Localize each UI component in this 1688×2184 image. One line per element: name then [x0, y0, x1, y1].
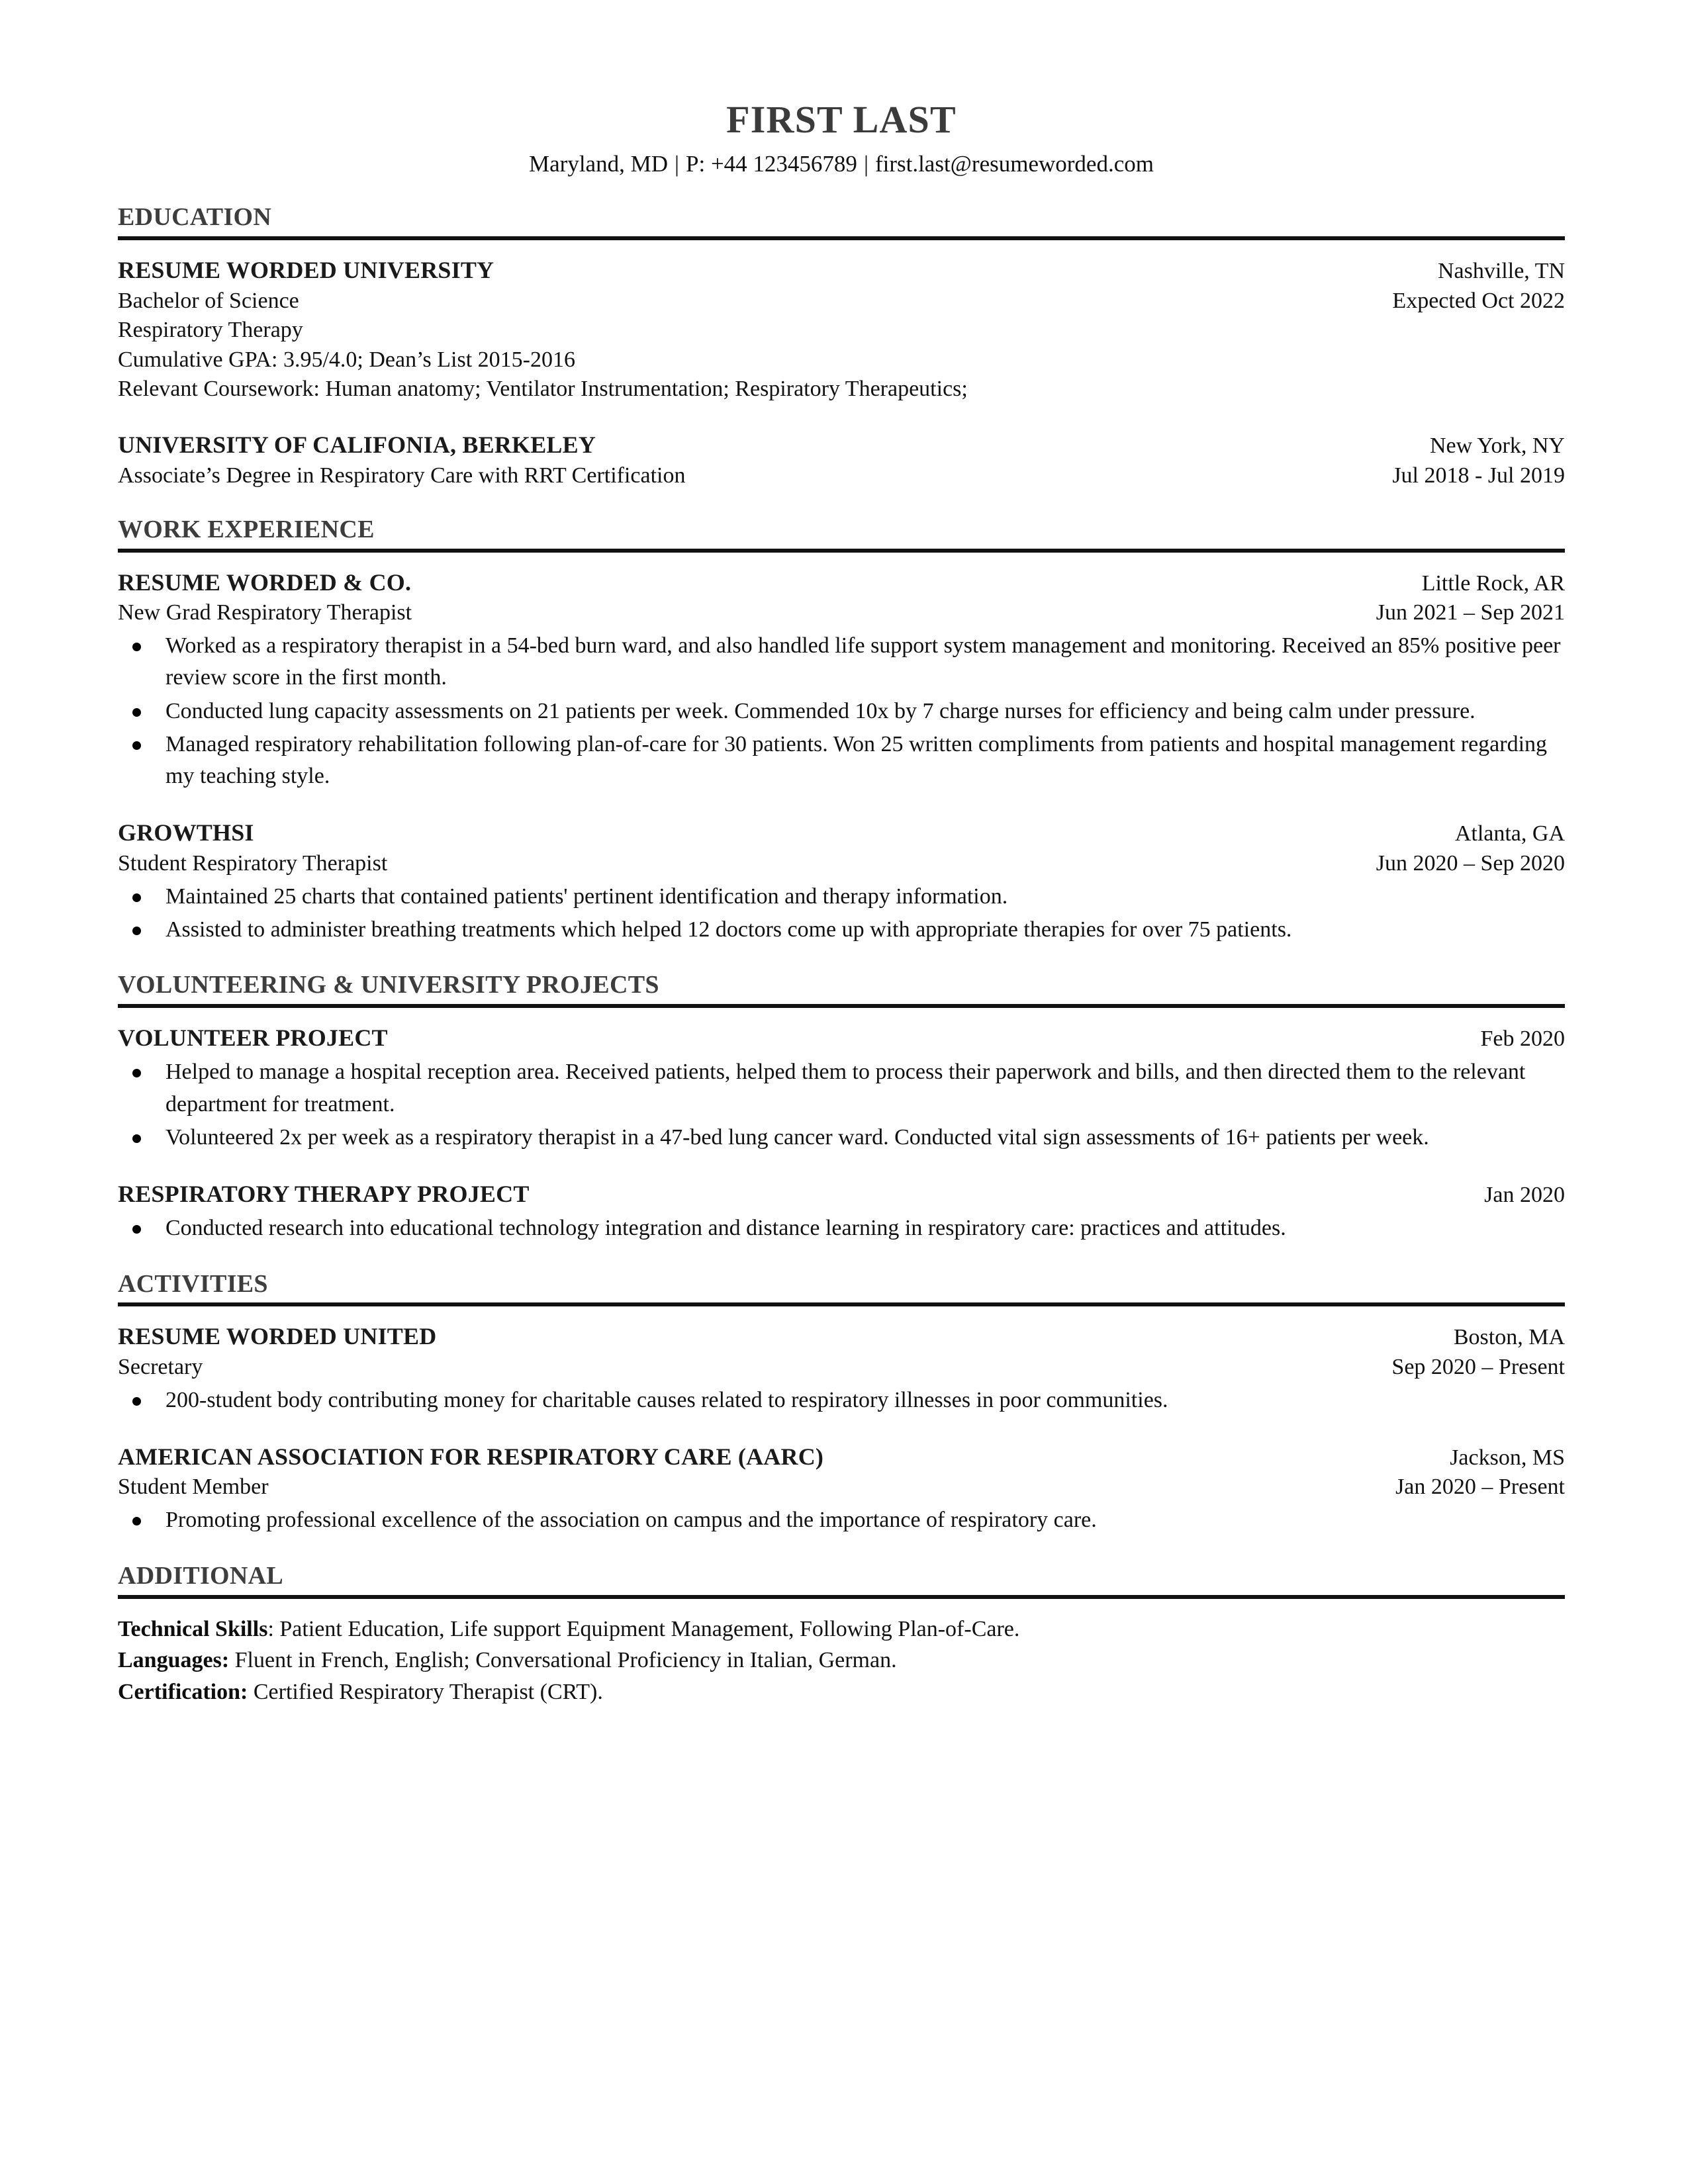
entry-header-row	[118, 430, 1565, 461]
additional-label: Certification:	[118, 1679, 248, 1704]
entry-organization: UNIVERSITY OF CALIFONIA, BERKELEY	[118, 432, 596, 459]
entry-header-row	[118, 1179, 1565, 1210]
additional-value: Patient Education, Life support Equipment Management, Following Plan-of-Care.	[273, 1616, 1020, 1641]
entry-subheader-row	[118, 1353, 1565, 1382]
additional-line-languages	[118, 1645, 1565, 1676]
contact-separator-1: |	[674, 151, 679, 177]
entry-bullet-list	[118, 881, 1565, 946]
work-entry	[118, 567, 1565, 793]
entry-header-row	[118, 817, 1565, 848]
entry-detail-line: Cumulative GPA: 3.95/4.0; Dean’s List 2015-2016	[118, 347, 576, 372]
entry-subheader-row	[118, 461, 1565, 490]
section-divider-education	[118, 236, 1565, 240]
list-item: Conducted lung capacity assessments on 21 patients per week. Commended 10x by 7 charge nurses for efficiency and being calm under pressure.	[118, 696, 1565, 727]
list-item: Promoting professional excellence of the association on campus and the importance of respiratory care.	[118, 1504, 1565, 1536]
entry-organization: VOLUNTEER PROJECT	[118, 1024, 388, 1052]
entry-location: Jackson, MS	[1450, 1445, 1565, 1471]
entry-dates: Expected Oct 2022	[1392, 288, 1565, 313]
entry-header-row	[118, 255, 1565, 286]
entry-dates: Jul 2018 - Jul 2019	[1392, 463, 1565, 488]
list-item: Conducted research into educational technology integration and distance learning in respiratory care: practices and attitudes.	[118, 1212, 1565, 1244]
entry-organization: RESPIRATORY THERAPY PROJECT	[118, 1181, 530, 1208]
entry-subheader-row	[118, 1473, 1565, 1502]
entry-dates: Jun 2021 – Sep 2021	[1376, 600, 1565, 625]
entry-dates: Feb 2020	[1480, 1026, 1565, 1052]
additional-separator: :	[267, 1616, 274, 1641]
list-item: Managed respiratory rehabilitation following plan-of-care for 30 patients. Won 25 written compliments from patients and hospital management regarding my teaching style.	[118, 729, 1565, 793]
page-title: FIRST LAST	[726, 98, 957, 141]
entry-subheader-row	[118, 287, 1565, 316]
list-item: Worked as a respiratory therapist in a 54-bed burn ward, and also handled life support system management and monitoring. Received an 85% positive peer review score in the first month.	[118, 630, 1565, 694]
entry-bullet-list	[118, 1212, 1565, 1244]
entry-role: Student Respiratory Therapist	[118, 850, 388, 876]
entry-subheader-row	[118, 849, 1565, 878]
entry-organization: RESUME WORDED & CO.	[118, 569, 412, 596]
entry-role: Student Member	[118, 1475, 269, 1500]
section-heading-work-experience: WORK EXPERIENCE	[118, 515, 375, 543]
section-divider-volunteering	[118, 1004, 1565, 1008]
volunteering-entry	[118, 1023, 1565, 1154]
entry-dates: Jan 2020 – Present	[1395, 1475, 1565, 1500]
entry-location: Atlanta, GA	[1454, 821, 1565, 846]
entry-location: New York, NY	[1429, 433, 1565, 459]
entry-organization: GROWTHSI	[118, 819, 254, 846]
entry-bullet-list	[118, 630, 1565, 792]
entry-location: Little Rock, AR	[1421, 570, 1565, 596]
entry-subheader-row	[118, 598, 1565, 627]
section-heading-volunteering: VOLUNTEERING & UNIVERSITY PROJECTS	[118, 971, 659, 999]
section-work-experience	[118, 517, 1565, 946]
work-entry	[118, 817, 1565, 946]
section-additional	[118, 1563, 1565, 1708]
additional-value: Certified Respiratory Therapist (CRT).	[248, 1679, 603, 1704]
entry-dates: Jun 2020 – Sep 2020	[1376, 850, 1565, 876]
section-heading-education: EDUCATION	[118, 203, 272, 232]
contact-location: Maryland, MD	[529, 151, 668, 177]
contact-line	[118, 150, 1565, 178]
entry-organization: RESUME WORDED UNIVERSITY	[118, 257, 494, 284]
entry-location: Nashville, TN	[1437, 259, 1565, 284]
section-heading-additional: ADDITIONAL	[118, 1561, 284, 1590]
entry-detail-line: Respiratory Therapy	[118, 317, 303, 342]
section-divider-work-experience	[118, 549, 1565, 553]
entry-bullet-list	[118, 1504, 1565, 1536]
entry-role: Secretary	[118, 1354, 203, 1379]
entry-role: Associate’s Degree in Respiratory Care with RRT Certification	[118, 463, 686, 488]
entry-bullet-list	[118, 1056, 1565, 1154]
activity-entry	[118, 1441, 1565, 1537]
list-item: Volunteered 2x per week as a respiratory therapist in a 47-bed lung cancer ward. Conducted vital sign assessments of 16+ patients per week.	[118, 1122, 1565, 1154]
entry-role: New Grad Respiratory Therapist	[118, 600, 412, 625]
entry-dates: Sep 2020 – Present	[1391, 1354, 1565, 1379]
resume-header	[118, 99, 1565, 178]
entry-location: Boston, MA	[1453, 1325, 1565, 1350]
education-entry	[118, 430, 1565, 490]
list-item: Assisted to administer breathing treatments which helped 12 doctors come up with appropriate therapies for over 75 patients.	[118, 914, 1565, 946]
entry-role: Bachelor of Science	[118, 288, 299, 313]
section-education	[118, 205, 1565, 490]
entry-organization: RESUME WORDED UNITED	[118, 1323, 437, 1350]
additional-value: Fluent in French, English; Conversational Proficiency in Italian, German.	[229, 1648, 897, 1673]
list-item: Maintained 25 charts that contained patients' pertinent identification and therapy information.	[118, 881, 1565, 913]
education-entry	[118, 255, 1565, 404]
additional-label: Technical Skills	[118, 1616, 268, 1641]
section-volunteering	[118, 972, 1565, 1244]
contact-email[interactable]: first.last@resumeworded.com	[874, 151, 1154, 177]
entry-header-row	[118, 567, 1565, 598]
contact-phone: P: +44 123456789	[686, 151, 857, 177]
entry-dates: Jan 2020	[1484, 1183, 1565, 1208]
entry-header-row	[118, 1321, 1565, 1352]
activity-entry	[118, 1321, 1565, 1416]
additional-label: Languages:	[118, 1648, 230, 1673]
entry-bullet-list	[118, 1385, 1565, 1416]
section-activities	[118, 1271, 1565, 1537]
entry-organization: AMERICAN ASSOCIATION FOR RESPIRATORY CARE (AARC)	[118, 1443, 824, 1471]
additional-line-technical-skills	[118, 1614, 1565, 1645]
entry-detail-line: Relevant Coursework: Human anatomy; Ventilator Instrumentation; Respiratory Therapeutics;	[118, 377, 968, 402]
additional-line-certification	[118, 1676, 1565, 1708]
section-divider-activities	[118, 1302, 1565, 1306]
list-item: Helped to manage a hospital reception area. Received patients, helped them to process their paperwork and bills, and then directed them to the relevant department for treatment.	[118, 1056, 1565, 1120]
contact-separator-2: |	[863, 151, 868, 177]
entry-header-row	[118, 1441, 1565, 1473]
volunteering-entry	[118, 1179, 1565, 1244]
entry-header-row	[118, 1023, 1565, 1054]
list-item: 200-student body contributing money for charitable causes related to respiratory illnesses in poor communities.	[118, 1385, 1565, 1416]
section-divider-additional	[118, 1595, 1565, 1599]
section-heading-activities: ACTIVITIES	[118, 1269, 268, 1298]
